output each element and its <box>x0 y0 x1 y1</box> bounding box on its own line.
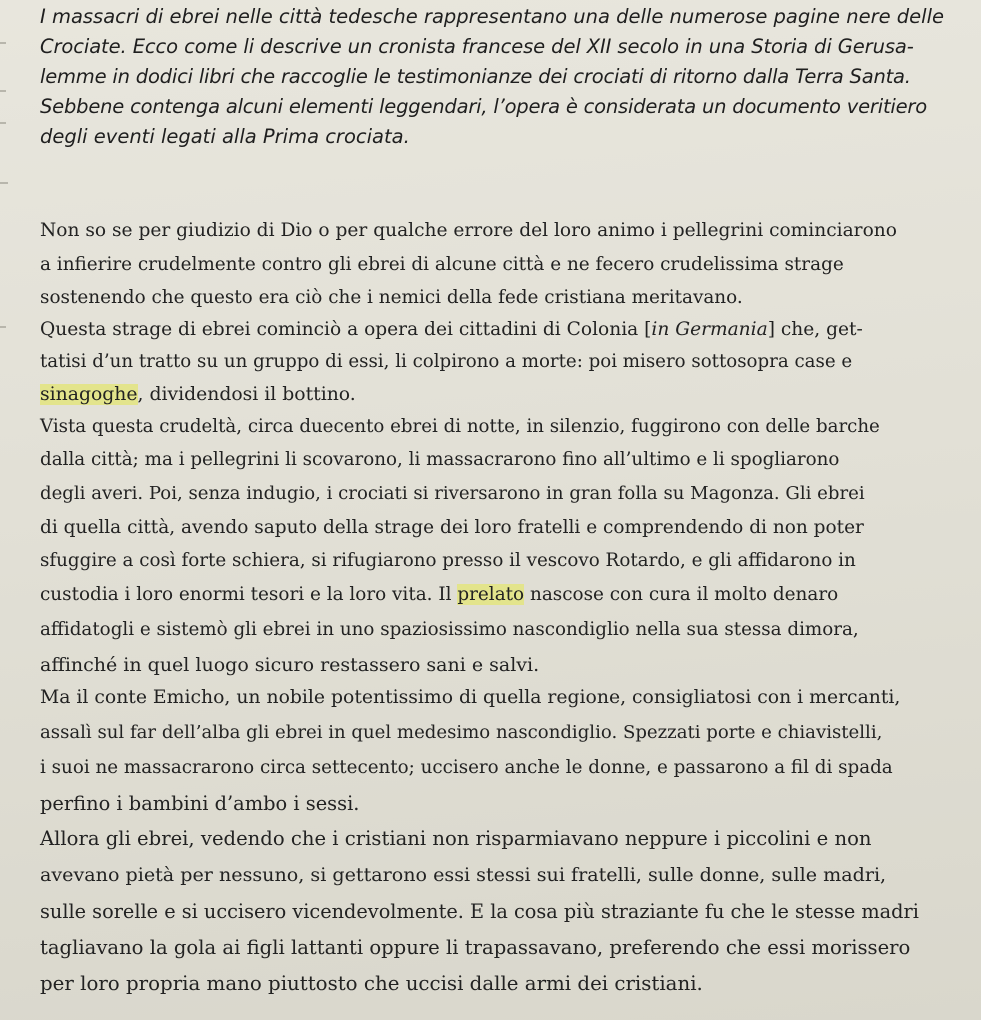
text-line: Vista questa crudeltà, circa duecento ebrei di notte, in silenzio, fuggirono con delle barche <box>40 416 880 437</box>
text-line: di quella città, avendo saputo della strage dei loro fratelli e comprendendo di non poter <box>40 517 864 538</box>
text-line: assalì sul far dell’alba gli ebrei in quel medesimo nascondiglio. Spezzati porte e chiavistelli, <box>40 722 883 743</box>
intro-line: lemme in dodici libri che raccoglie le testimonianze dei crociati di ritorno dalla Terra Santa. <box>40 65 911 88</box>
page-edge-mark <box>0 42 6 44</box>
text-line: i suoi ne massacrarono circa settecento; uccisero anche le donne, e passarono a fil di spada <box>40 757 893 778</box>
text-line: sostenendo che questo era ciò che i nemici della fede cristiana meritavano. <box>40 287 743 308</box>
text-run: nascose con cura il molto denaro <box>524 584 839 605</box>
text-line: a infierire crudelmente contro gli ebrei di alcune città e ne fecero crudelissima strage <box>40 254 844 275</box>
text-line <box>40 384 356 405</box>
text-run: ] che, get- <box>767 319 863 340</box>
text-line: affinché in quel luogo sicuro restassero sani e salvi. <box>40 654 540 676</box>
text-line: degli averi. Poi, senza indugio, i crociati si riversarono in gran folla su Magonza. Gli ebrei <box>40 483 865 504</box>
page-edge-mark <box>0 122 6 124</box>
text-line: avevano pietà per nessuno, si gettarono essi stessi sui fratelli, sulle donne, sulle madri, <box>40 863 887 886</box>
text-line: Allora gli ebrei, vedendo che i cristiani non risparmiavano neppure i piccolini e non <box>40 827 872 850</box>
text-line <box>40 319 863 340</box>
intro-line: I massacri di ebrei nelle città tedesche rappresentano una delle numerose pagine nere delle <box>40 5 945 28</box>
text-run: , dividendosi il bottino. <box>137 384 356 405</box>
intro-line: Sebbene contenga alcuni elementi leggendari, l’opera è considerata un documento veritiero <box>40 95 927 118</box>
text-line: affidatogli e sistemò gli ebrei in uno spaziosissimo nascondiglio nella sua stessa dimora, <box>40 619 859 640</box>
text-line <box>40 584 838 605</box>
text-line: Ma il conte Emicho, un nobile potentissimo di quella regione, consigliatosi con i mercanti, <box>40 687 901 708</box>
text-line: per loro propria mano piuttosto che uccisi dalle armi dei cristiani. <box>40 972 703 995</box>
text-line: perfino i bambini d’ambo i sessi. <box>40 792 360 815</box>
text-run: custodia i loro enormi tesori e la loro vita. Il <box>40 584 458 605</box>
intro-line: Crociate. Ecco come li descrive un cronista francese del XII secolo in una Storia di Gerusa- <box>40 35 914 58</box>
intro-paragraph <box>40 2 965 152</box>
text-line: dalla città; ma i pellegrini li scovarono, li massacrarono fino all’ultimo e li spogliarono <box>40 449 840 470</box>
page-edge-mark <box>0 182 8 184</box>
text-run: Questa strage di ebrei cominciò a opera dei cittadini di Colonia [ <box>40 319 652 340</box>
text-line: tatisi d’un tratto su un gruppo di essi, li colpirono a morte: poi misero sottosopra case e <box>40 351 853 372</box>
page-edge-mark <box>0 326 6 328</box>
text-line: sulle sorelle e si uccisero vicendevolmente. E la cosa più straziante fu che le stesse madri <box>40 900 919 923</box>
highlighted-word: sinagoghe <box>40 384 138 405</box>
text-line: Non so se per giudizio di Dio o per qualche errore del loro animo i pellegrini cominciarono <box>40 220 897 241</box>
text-line: sfuggire a così forte schiera, si rifugiarono presso il vescovo Rotardo, e gli affidarono in <box>40 550 856 571</box>
text-italic-run: in Germania <box>651 319 768 340</box>
intro-line: degli eventi legati alla Prima crociata. <box>40 125 410 148</box>
page-edge-mark <box>0 90 6 92</box>
highlighted-word: prelato <box>457 584 525 605</box>
text-line: tagliavano la gola ai figli lattanti oppure li trapassavano, preferendo che essi morissero <box>40 936 911 959</box>
